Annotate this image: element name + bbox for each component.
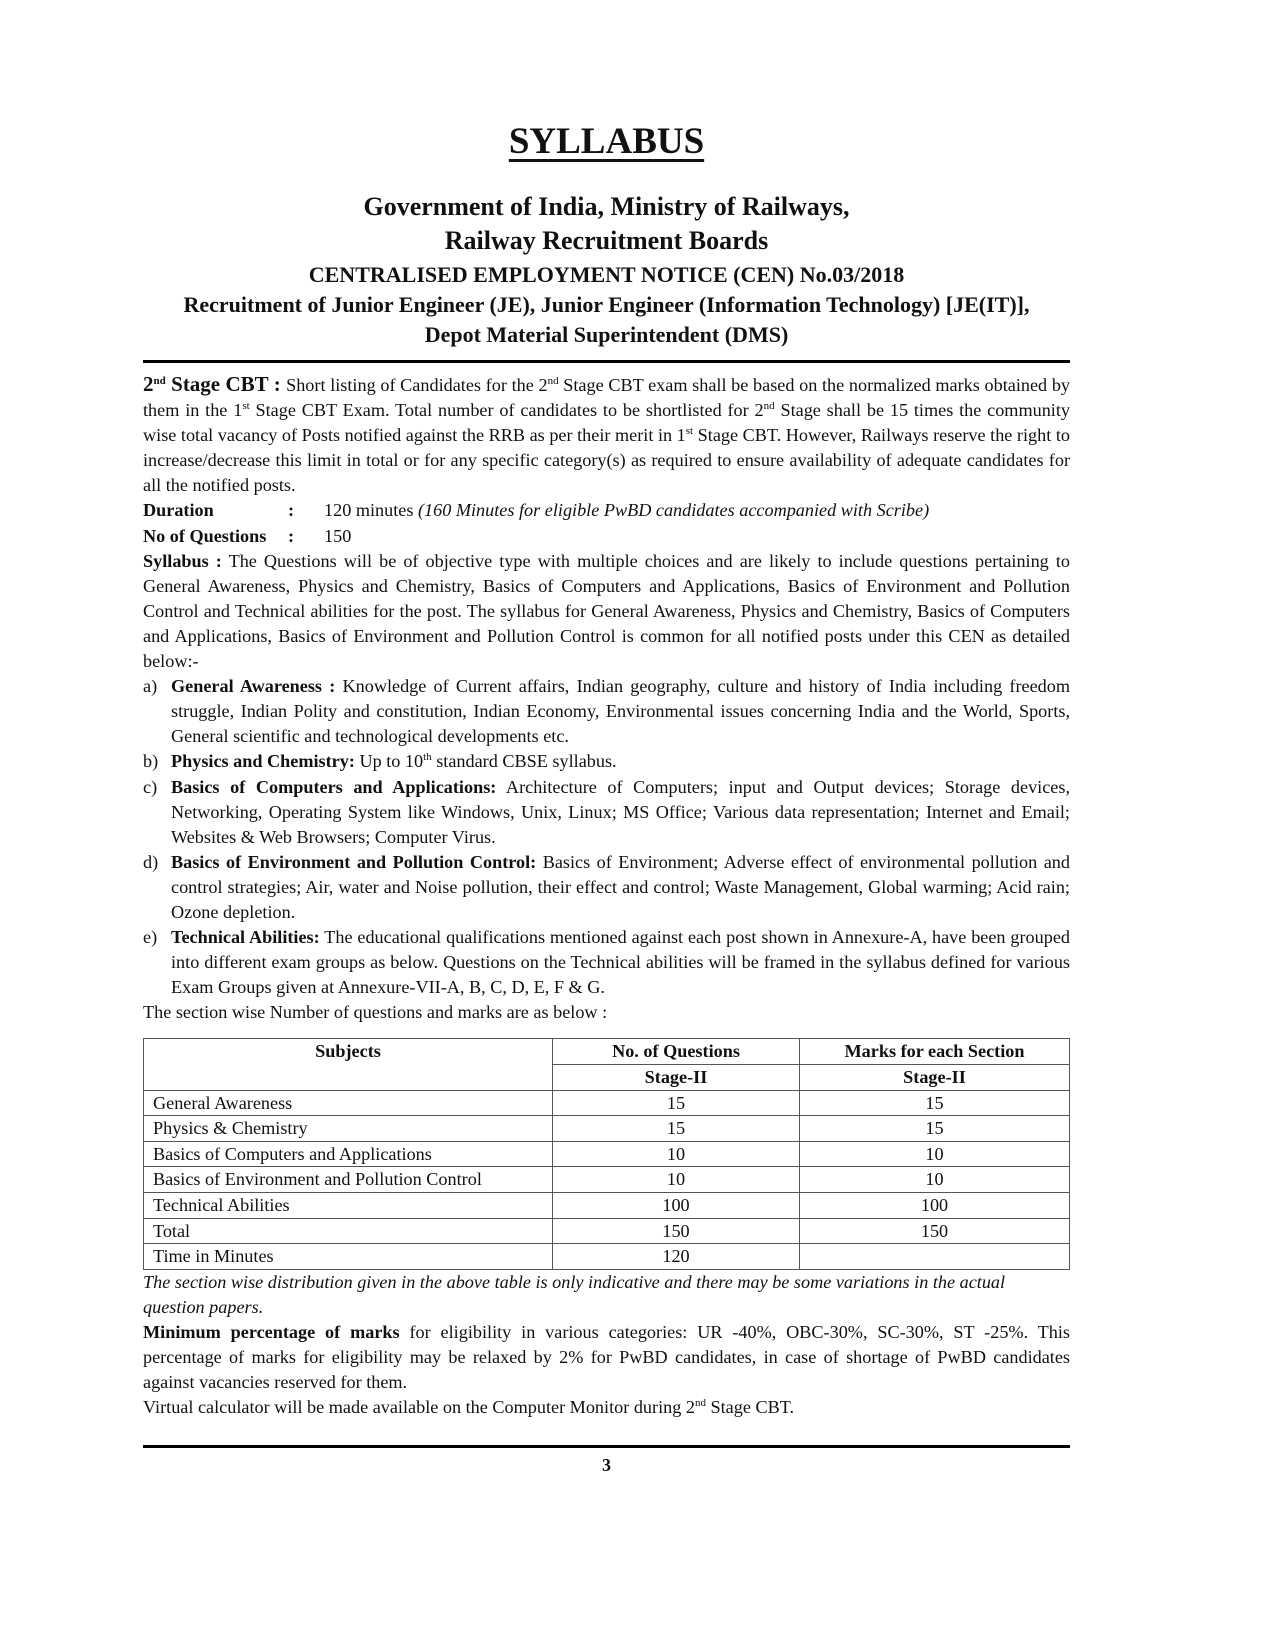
page-title: SYLLABUS (508, 121, 705, 162)
header-cen: CENTRALISED EMPLOYMENT NOTICE (CEN) No.03/2018 (308, 262, 905, 287)
list-marker: d) (143, 851, 159, 872)
header-recruitment: Recruitment of Junior Engineer (JE), Junior Engineer (Information Technology) [JE(IT)], (183, 292, 1030, 317)
subheader-questions: Stage-II (553, 1065, 800, 1091)
list-item-general-awareness (143, 674, 1070, 749)
duration-colon: : (288, 500, 295, 521)
table-intro: The section wise Number of questions and marks are as below : (143, 1002, 608, 1023)
list-item-technical (143, 925, 1070, 1000)
syllabus-label: Syllabus : (143, 550, 222, 571)
document-body (143, 372, 1070, 1420)
duration-label: Duration (143, 500, 214, 521)
intro-sup: st (242, 400, 250, 413)
list-marker: a) (143, 676, 158, 697)
min-marks-paragraph (143, 1320, 1070, 1395)
table-row (144, 1193, 1070, 1219)
marks-table (143, 1038, 1070, 1269)
questions-value: 150 (324, 525, 352, 546)
intro-text: Stage CBT Exam. Total number of candidates to be shortlisted for 2 (249, 400, 764, 421)
table-row (144, 1141, 1070, 1167)
list-marker: e) (143, 927, 158, 948)
header-ministry: Government of India, Ministry of Railways, (363, 192, 850, 221)
intro-text: Stage shall be 15 times the community wise total vacancy of Posts notified against the RRB as per their merit in 1 (143, 400, 1070, 446)
calculator-text: Stage CBT. (705, 1397, 795, 1418)
intro-text: Stage CBT. However, Railways reserve the right to increase/decrease this limit in total or for any specific category(s) as required to ensure availability of adequate candidates for all the notified posts. (143, 425, 1071, 496)
cell-subject: Total (144, 1218, 553, 1244)
cell-questions: 150 (553, 1218, 800, 1244)
lead-rest: Stage CBT : (165, 372, 287, 396)
list-title: Physics and Chemistry: (171, 751, 355, 772)
cell-marks: 10 (800, 1167, 1070, 1193)
questions-colon: : (288, 525, 295, 546)
intro-sup: nd (547, 375, 559, 387)
syllabus-paragraph (143, 549, 1070, 674)
cell-marks: 15 (800, 1116, 1070, 1142)
list-body: standard CBSE syllabus. (431, 751, 617, 772)
list-text (171, 850, 1070, 925)
list-text (171, 925, 1070, 1000)
intro-sup: nd (763, 400, 775, 413)
intro-text: Stage CBT exam shall be based on the normalized marks obtained by them in the 1 (143, 375, 1071, 421)
lead-sup: nd (153, 375, 166, 387)
cell-questions: 15 (553, 1116, 800, 1142)
cell-subject: Physics & Chemistry (144, 1116, 553, 1142)
list-item-physics-chemistry (143, 749, 1070, 774)
list-text (171, 749, 1070, 774)
cell-marks: 100 (800, 1193, 1070, 1219)
table-row (144, 1218, 1070, 1244)
min-marks-label: Minimum percentage of marks (143, 1321, 400, 1342)
list-body: Up to 10 (354, 751, 424, 772)
subheader-marks: Stage-II (800, 1065, 1070, 1091)
list-marker: c) (143, 776, 158, 797)
header-divider (143, 360, 1070, 363)
cell-marks (800, 1244, 1070, 1270)
list-title: General Awareness : (171, 676, 336, 697)
cell-marks: 150 (800, 1218, 1070, 1244)
list-text (171, 674, 1070, 749)
header-subjects: Subjects (144, 1039, 553, 1090)
intro-text: Short listing of Candidates for the 2 (286, 375, 548, 395)
questions-row (143, 524, 1070, 549)
intro-lead (143, 372, 286, 396)
page-number: 3 (602, 1455, 611, 1475)
cell-questions: 15 (553, 1090, 800, 1116)
table-row (144, 1167, 1070, 1193)
cell-questions: 10 (553, 1141, 800, 1167)
header-marks: Marks for each Section (800, 1039, 1070, 1065)
cell-subject: Technical Abilities (144, 1193, 553, 1219)
duration-value (324, 498, 929, 523)
distribution-note: The section wise distribution given in the above table is only indicative and there may be some variations in the actual question papers. (143, 1271, 1006, 1317)
intro-paragraph (143, 372, 1070, 498)
lead-num: 2 (143, 372, 154, 396)
header-questions: No. of Questions (553, 1039, 800, 1065)
cell-questions: 100 (553, 1193, 800, 1219)
cell-subject: Basics of Environment and Pollution Control (144, 1167, 553, 1193)
syllabus-text: The Questions will be of objective type with multiple choices and are likely to include questions pertaining to General Awareness, Physics and Chemistry, Basics of Computers and Applications, Basics of Environment and Pollution Control and Technical abilities for the post. The syllabus for General Awareness, Physics and Chemistry, Basics of Computers and Applications, Basics of Environment and Pollution Control is common for all notified posts under this CEN as detailed below:- (143, 550, 1070, 672)
list-marker: b) (143, 751, 159, 772)
list-title: Technical Abilities: (171, 927, 320, 948)
list-sup: th (423, 751, 432, 764)
list-item-environment (143, 850, 1070, 925)
list-body: Basics of Environment; Adverse effect of environmental pollution and control strategies; Air, water and Noise pollution, their effect and control; Waste Management, Global warming; Acid rain; Ozone depletion. (171, 851, 1070, 922)
questions-label: No of Questions (143, 525, 267, 546)
list-item-computers (143, 775, 1070, 850)
list-body: Architecture of Computers; input and Output devices; Storage devices, Networking, Operating System like Windows, Unix, Linux; MS Office; Various data representation; Internet and Email; Websites & Web Browsers; Computer Virus. (171, 776, 1070, 847)
cell-subject: Basics of Computers and Applications (144, 1141, 553, 1167)
cell-subject: Time in Minutes (144, 1244, 553, 1270)
cell-marks: 10 (800, 1141, 1070, 1167)
cell-questions: 120 (553, 1244, 800, 1270)
min-marks-text: for eligibility in various categories: UR -40%, OBC-30%, SC-30%, ST -25%. This percentage of marks for eligibility may be relaxed by 2% for PwBD candidates, in case of shortage of PwBD candidates against vacancies reserved for them. (143, 1321, 1070, 1393)
table-row (144, 1116, 1070, 1142)
list-title: Basics of Environment and Pollution Control: (171, 851, 537, 872)
duration-note: (160 Minutes for eligible PwBD candidates accompanied with Scribe) (417, 500, 930, 521)
cell-marks: 15 (800, 1090, 1070, 1116)
table-row (144, 1244, 1070, 1270)
calculator-paragraph (143, 1395, 1070, 1420)
intro-sup: st (685, 425, 694, 438)
calculator-text: Virtual calculator will be made available on the Computer Monitor during 2 (143, 1397, 695, 1418)
header-rrb: Railway Recruitment Boards (444, 226, 769, 255)
duration-minutes: 120 minutes (324, 500, 418, 521)
duration-row (143, 498, 1070, 523)
list-text (171, 775, 1070, 850)
calculator-sup: nd (694, 1397, 706, 1410)
header-dms: Depot Material Superintendent (DMS) (424, 322, 789, 347)
list-title: Basics of Computers and Applications: (171, 776, 497, 797)
cell-questions: 10 (553, 1167, 800, 1193)
list-body: The educational qualifications mentioned against each post shown in Annexure-A, have been grouped into different exam groups as below. Questions on the Technical abilities will be framed in the syllabus defined for various Exam Groups given at Annexure-VII-A, B, C, D, E, F & G. (171, 927, 1070, 998)
table-row (144, 1090, 1070, 1116)
table-header-row (144, 1039, 1070, 1065)
footer-divider (143, 1445, 1070, 1448)
cell-subject: General Awareness (144, 1090, 553, 1116)
list-body: Knowledge of Current affairs, Indian geography, culture and history of India including freedom struggle, Indian Polity and constitution, Indian Economy, Environmental issues concerning India and the World, Sports, General scientific and technological developments etc. (171, 676, 1070, 747)
